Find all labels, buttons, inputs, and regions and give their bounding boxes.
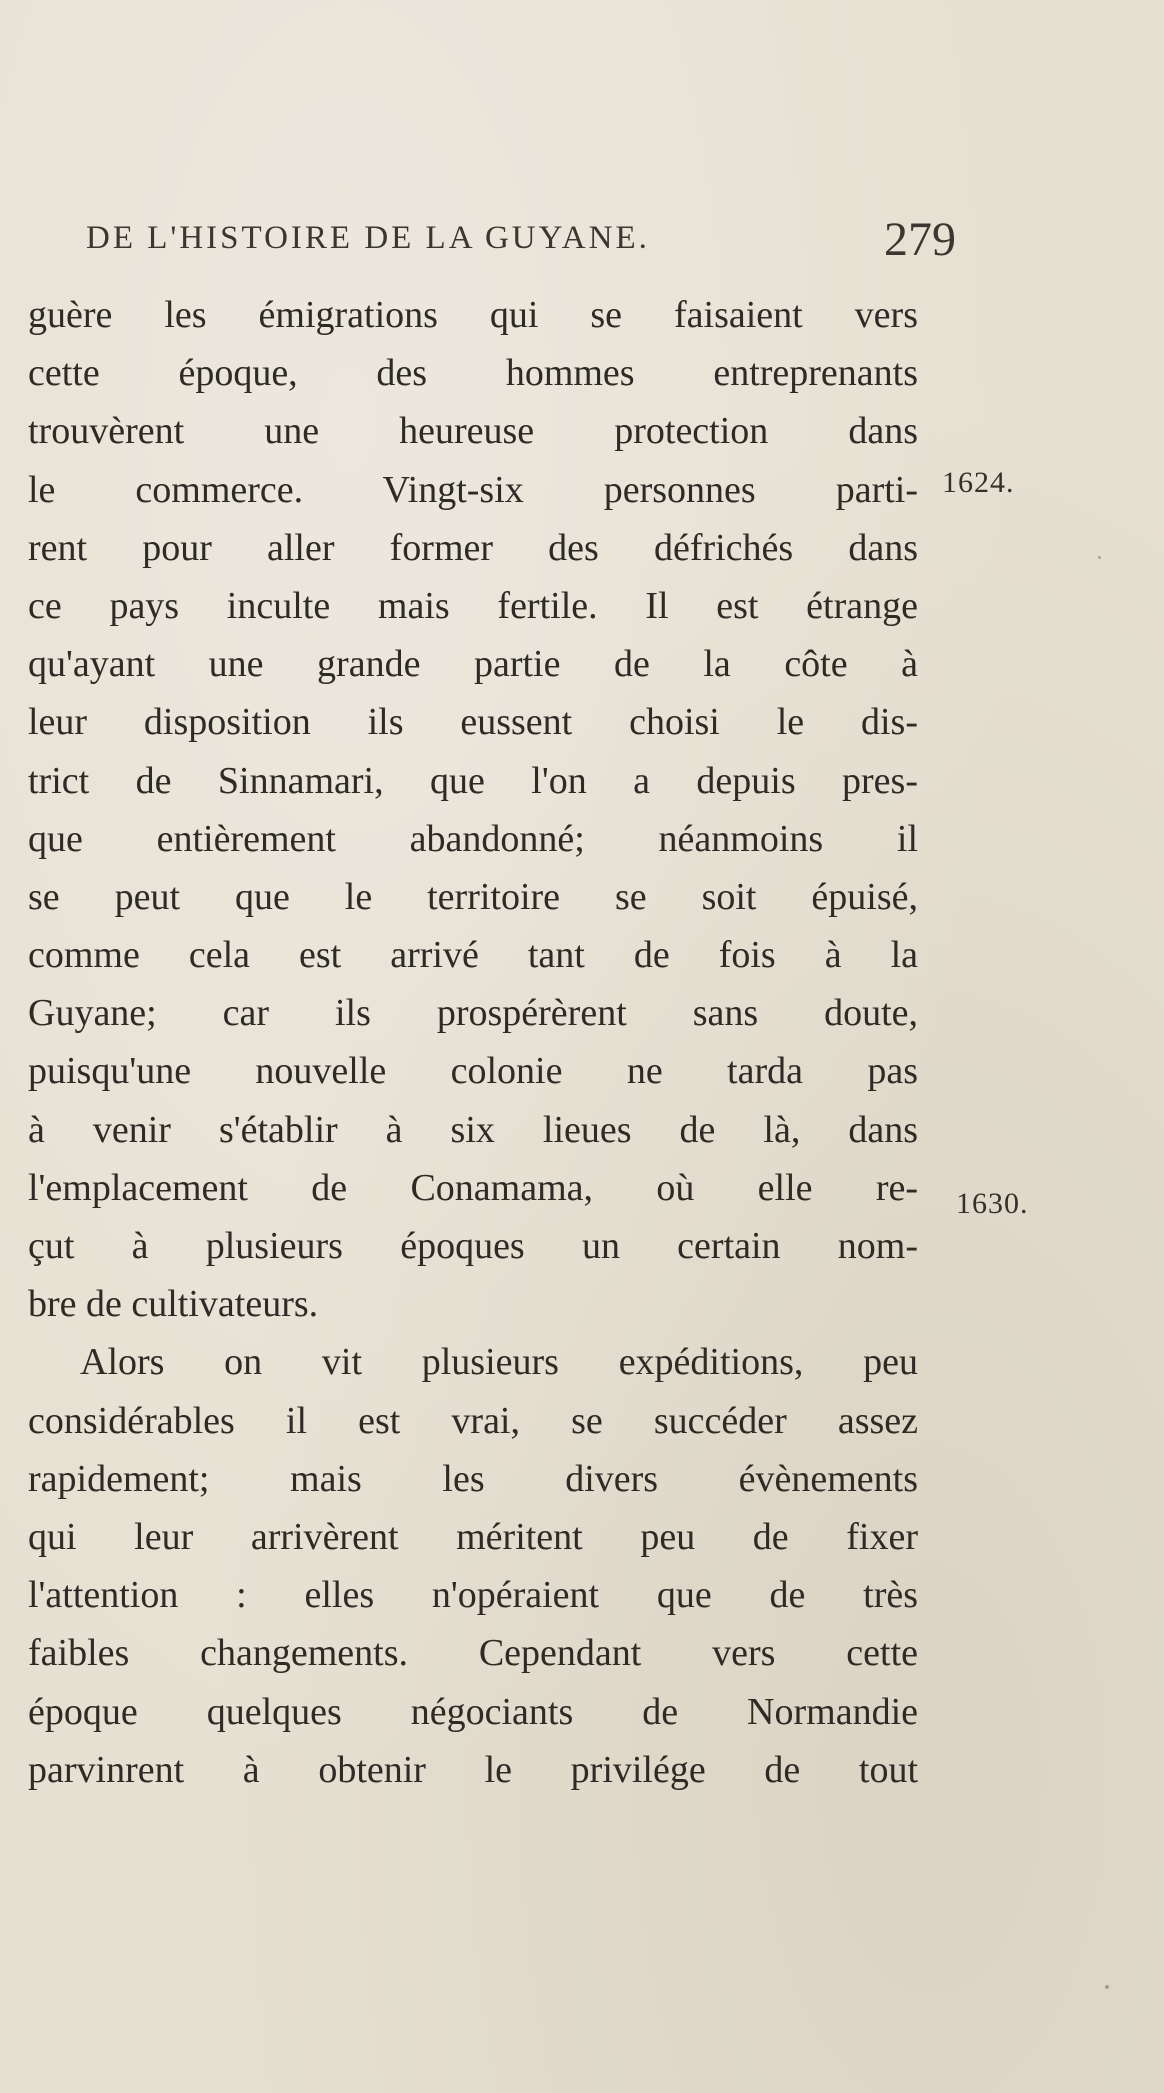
text-line-4: le commerce. Vingt-six personnes parti- bbox=[28, 468, 918, 511]
text-line-23: l'attention : elles n'opéraient que de très bbox=[28, 1574, 918, 1617]
text-line-6: ce pays inculte mais fertile. Il est étrange bbox=[28, 584, 918, 627]
text-line-12: comme cela est arrivé tant de fois à la bbox=[28, 934, 918, 977]
text-line-19: Alors on vit plusieurs expéditions, peu bbox=[80, 1341, 918, 1384]
text-line-22: qui leur arrivèrent méritent peu de fixer bbox=[28, 1515, 918, 1558]
paper-speck bbox=[1098, 556, 1101, 559]
text-line-14: puisqu'une nouvelle colonie ne tarda pas bbox=[28, 1050, 918, 1093]
text-line-18: bre de cultivateurs. bbox=[28, 1283, 319, 1326]
running-head bbox=[86, 212, 956, 272]
text-line-15: à venir s'établir à six lieues de là, dans bbox=[28, 1108, 918, 1151]
body-text bbox=[28, 286, 918, 1799]
text-line-24: faibles changements. Cependant vers cette bbox=[28, 1632, 918, 1675]
text-line-1: guère les émigrations qui se faisaient vers bbox=[28, 294, 918, 336]
text-line-16: l'emplacement de Conamama, où elle re- bbox=[28, 1166, 918, 1209]
text-line-2: cette époque, des hommes entreprenants bbox=[28, 352, 918, 395]
text-line-3: trouvèrent une heureuse protection dans bbox=[28, 410, 918, 453]
text-line-10: que entièrement abandonné; néanmoins il bbox=[28, 817, 918, 860]
running-title: DE L'HISTOIRE DE LA GUYANE. bbox=[86, 220, 650, 256]
text-line-20: considérables il est vrai, se succéder assez bbox=[28, 1399, 918, 1442]
text-line-13: Guyane; car ils prospérèrent sans doute, bbox=[28, 992, 918, 1035]
text-line-7: qu'ayant une grande partie de la côte à bbox=[28, 643, 918, 686]
text-line-25: époque quelques négociants de Normandie bbox=[28, 1690, 918, 1733]
text-line-26: parvinrent à obtenir le privilége de tout bbox=[28, 1748, 918, 1791]
margin-note-1624: 1624. bbox=[942, 466, 1015, 499]
margin-note-1630: 1630. bbox=[956, 1187, 1029, 1220]
text-line-11: se peut que le territoire se soit épuisé, bbox=[28, 875, 918, 918]
text-line-8: leur disposition ils eussent choisi le dis- bbox=[28, 701, 918, 744]
text-line-21: rapidement; mais les divers évènements bbox=[28, 1457, 918, 1500]
paper-speck bbox=[1105, 1985, 1109, 1989]
text-line-5: rent pour aller former des défrichés dans bbox=[28, 526, 918, 569]
text-line-9: trict de Sinnamari, que l'on a depuis pres- bbox=[28, 759, 918, 802]
text-line-17: çut à plusieurs époques un certain nom- bbox=[28, 1225, 918, 1267]
page-number: 279 bbox=[884, 213, 956, 266]
